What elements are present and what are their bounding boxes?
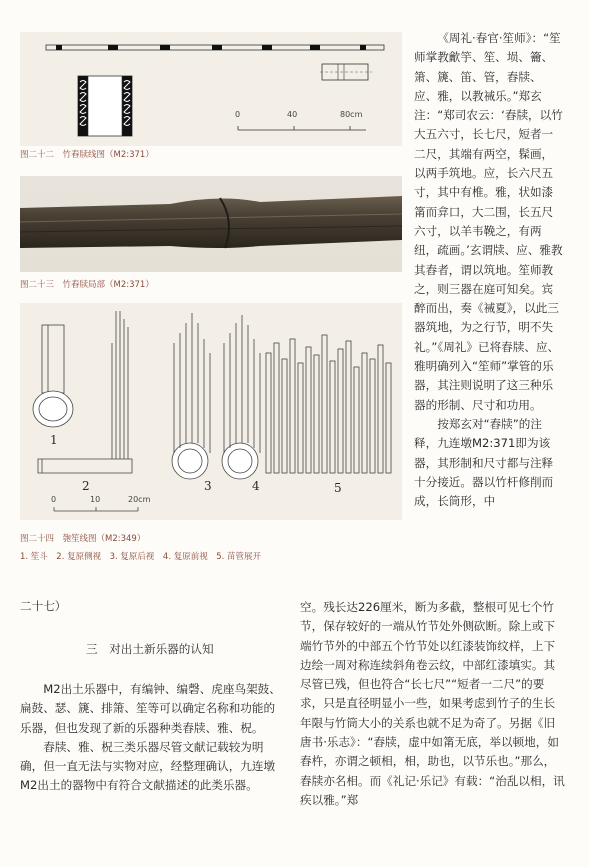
scale-label-40: 40 — [287, 110, 298, 119]
scale-label-0: 0 — [235, 110, 241, 119]
right-lower-text: 空。残长达226厘米，断为多截，整根可见七个竹节，保存较好的一端从竹节处外侧砍断。除上或下端竹节外的中部五个竹节处以红漆装饰纹样，上下边绘一周对称连续斜角卷云纹，中部红漆填实。其尽管已残，但也符合“长七尺”“短者一二尺”的要求，只是直径明显小一些，如果考虑到竹子的生长年限与竹筒大小的关系也就不足为奇了。另据《旧唐书·乐志》：“舂牍，虚中如筩无底，举以顿地，如舂杵，亦谓之顿相，相，助也，以节乐也。”那么，舂牍亦名相。而《礼记·乐记》有载：“治乱以相，讯疾以雅。”郑 — [300, 600, 565, 807]
section-heading: 三 对出土新乐器的认知 — [86, 642, 214, 656]
bamboo-fragment-photo — [20, 176, 402, 272]
figure-22-line-drawing — [20, 32, 402, 146]
part-number-3: 3 — [204, 479, 212, 493]
text-fragment: 二十七） — [20, 599, 67, 613]
part-number-1: 1 — [50, 433, 58, 447]
figure-24-legend: 1. 笙斗 2. 复原侧视 3. 复原后视 4. 复原前视 5. 苗管展开 — [20, 552, 262, 562]
part-number-5: 5 — [334, 481, 342, 495]
scale-label-10: 10 — [90, 495, 101, 504]
figure-24-line-drawing — [20, 303, 402, 520]
figure-24-caption: 图二十四 匏笙线图（M2:349） — [20, 534, 146, 544]
figure-23-photo — [20, 176, 402, 272]
left-column-text — [20, 680, 284, 796]
figure-22-caption: 图二十二 竹舂牍线图（M2:371） — [20, 150, 154, 160]
part-number-4: 4 — [252, 479, 260, 493]
right-column-text — [414, 29, 564, 511]
right-paragraph-1: 《周礼·春官·笙师》：“笙师掌教龡竽、笙、埙、籥、箫、篪、笛、管，舂牍、应、雅，以教祴乐。”郑玄注：“郑司农云：‘舂牍，以竹大五六寸，长七尺，短者一二尺，其端有两空，髹画，以两手筑地。应，长六尺五寸，其中有椎。雅，状如漆筩而弇口，大二围，长五尺六寸，以羊韦鞔之，有两纽，疏画。’玄谓牍、应、雅教其舂者，谓以筑地。笙师教之，则三器在庭可知矣。宾醉而出，奏《祴夏》，以此三器筑地，为之行节，明不失礼。”《周礼》已将舂牍、应、雅明确列入“笙师”掌管的乐器，其注则说明了这三种乐器的形制、尺寸和功用。 — [414, 31, 563, 412]
right-paragraph-2: 按郑玄对“舂牍”的注释，九连墩M2:371即为该器，其形制和尺寸都与注释十分接近。器以竹杆修削而成，长筒形，中 — [414, 416, 554, 509]
figure-23-caption: 图二十三 竹舂牍局部（M2:371） — [20, 280, 154, 290]
left-paragraph-2: 舂牍、雅、柷三类乐器尽管文献记载较为明确，但一直无法与实物对应，经整理确认，九连墩M2出土的器物中有符合文献描述的此类乐器。 — [20, 739, 276, 793]
left-paragraph-1: M2出土乐器中，有编钟、编磬、虎座鸟架鼓、扁鼓、瑟、篪、排箫、笙等可以确定名称和功能的乐器，但也发现了新的乐器种类舂牍、雅、柷。 — [20, 682, 281, 735]
bamboo-tube-drawing — [20, 32, 402, 146]
scale-label-80cm: 80cm — [340, 110, 363, 119]
scale-label-20cm: 20cm — [128, 495, 151, 504]
part-number-2: 2 — [82, 479, 90, 493]
scale-label-0: 0 — [51, 495, 57, 504]
